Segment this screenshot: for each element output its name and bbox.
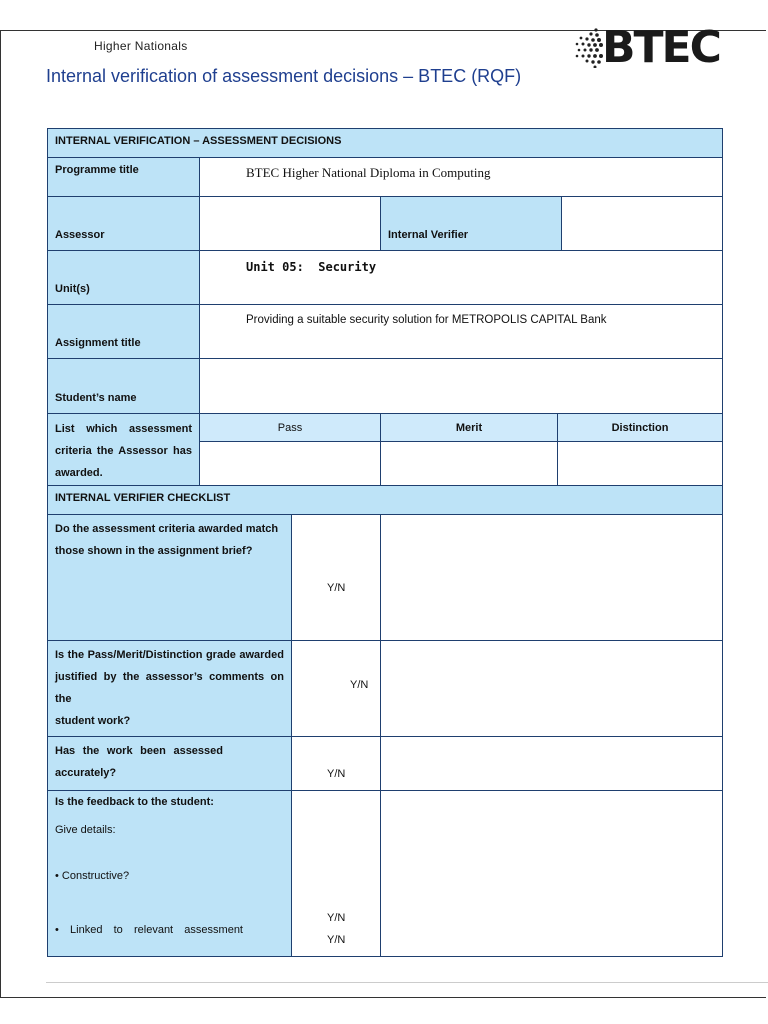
logo-dots-icon	[574, 28, 604, 68]
q1-comments-field[interactable]	[380, 514, 723, 641]
question-grade-justified	[47, 640, 292, 737]
merit-header: Merit	[380, 413, 558, 442]
q4-yn-label-1: Y/N	[327, 912, 346, 924]
q4-yn-label-2: Y/N	[327, 934, 346, 946]
pass-header: Pass	[199, 413, 381, 442]
distinction-criteria-field[interactable]	[557, 441, 723, 486]
q4-linked: • Linked to relevant assessment	[55, 924, 243, 936]
q2-line-3: student work?	[55, 715, 131, 727]
question-feedback	[47, 790, 292, 957]
question-assessed-accurately	[47, 736, 292, 791]
q4-comments-field[interactable]	[380, 790, 723, 957]
criteria-label-line-1: List which assessment	[55, 423, 192, 435]
section-header-verifier-checklist: INTERNAL VERIFIER CHECKLIST	[47, 485, 723, 515]
q3-line-1: Has the work been assessed	[55, 745, 223, 757]
q4-title: Is the feedback to the student:	[55, 796, 214, 808]
section-header-assessment-decisions: INTERNAL VERIFICATION – ASSESSMENT DECISIONS	[47, 128, 723, 158]
student-name-field[interactable]	[199, 358, 723, 414]
question-criteria-match	[47, 514, 292, 641]
logo-text: BTEC	[602, 22, 720, 73]
q2-line-1: Is the Pass/Merit/Distinction grade awarded	[55, 649, 284, 661]
student-name-label: Student’s name	[47, 358, 200, 414]
q2-yn-label: Y/N	[350, 679, 369, 691]
q3-yn-label: Y/N	[327, 768, 346, 780]
assignment-title-field[interactable]: Providing a suitable security solution for METROPOLIS CAPITAL Bank	[199, 304, 723, 359]
btec-logo	[574, 24, 724, 74]
units-field[interactable]: Unit 05: Security	[199, 250, 723, 305]
distinction-header: Distinction	[557, 413, 723, 442]
q2-line-2: justified by the assessor’s comments on the	[55, 671, 284, 705]
q3-line-2: accurately?	[55, 767, 117, 779]
assignment-title-label: Assignment title	[47, 304, 200, 359]
q1-yn-label: Y/N	[327, 582, 346, 594]
q2-answer-field[interactable]	[291, 640, 381, 737]
q1-answer-field[interactable]	[291, 514, 381, 641]
assessor-label: Assessor	[47, 196, 200, 251]
page-title: Internal verification of assessment decisions – BTEC (RQF)	[46, 66, 522, 86]
assessor-field[interactable]	[199, 196, 381, 251]
footer-divider	[46, 982, 768, 983]
merit-criteria-field[interactable]	[380, 441, 558, 486]
criteria-label-line-3: awarded.	[55, 467, 103, 479]
programme-title-label: Programme title	[47, 157, 200, 197]
q4-answer-field[interactable]	[291, 790, 381, 957]
programme-title-field[interactable]: BTEC Higher National Diploma in Computing	[199, 157, 723, 197]
q4-give-details: Give details:	[55, 824, 116, 836]
q2-comments-field[interactable]	[380, 640, 723, 737]
criteria-label-line-2: criteria the Assessor has	[55, 445, 192, 457]
internal-verifier-field[interactable]	[561, 196, 723, 251]
criteria-awarded-label	[47, 413, 200, 486]
units-label: Unit(s)	[47, 250, 200, 305]
q4-constructive: • Constructive?	[55, 870, 130, 882]
q1-line-2: those shown in the assignment brief?	[55, 545, 253, 557]
q3-answer-field[interactable]	[291, 736, 381, 791]
header-subtitle: Higher Nationals	[94, 39, 188, 53]
q1-line-1: Do the assessment criteria awarded match	[55, 523, 279, 535]
internal-verifier-label: Internal Verifier	[380, 196, 562, 251]
q3-comments-field[interactable]	[380, 736, 723, 791]
pass-criteria-field[interactable]	[199, 441, 381, 486]
